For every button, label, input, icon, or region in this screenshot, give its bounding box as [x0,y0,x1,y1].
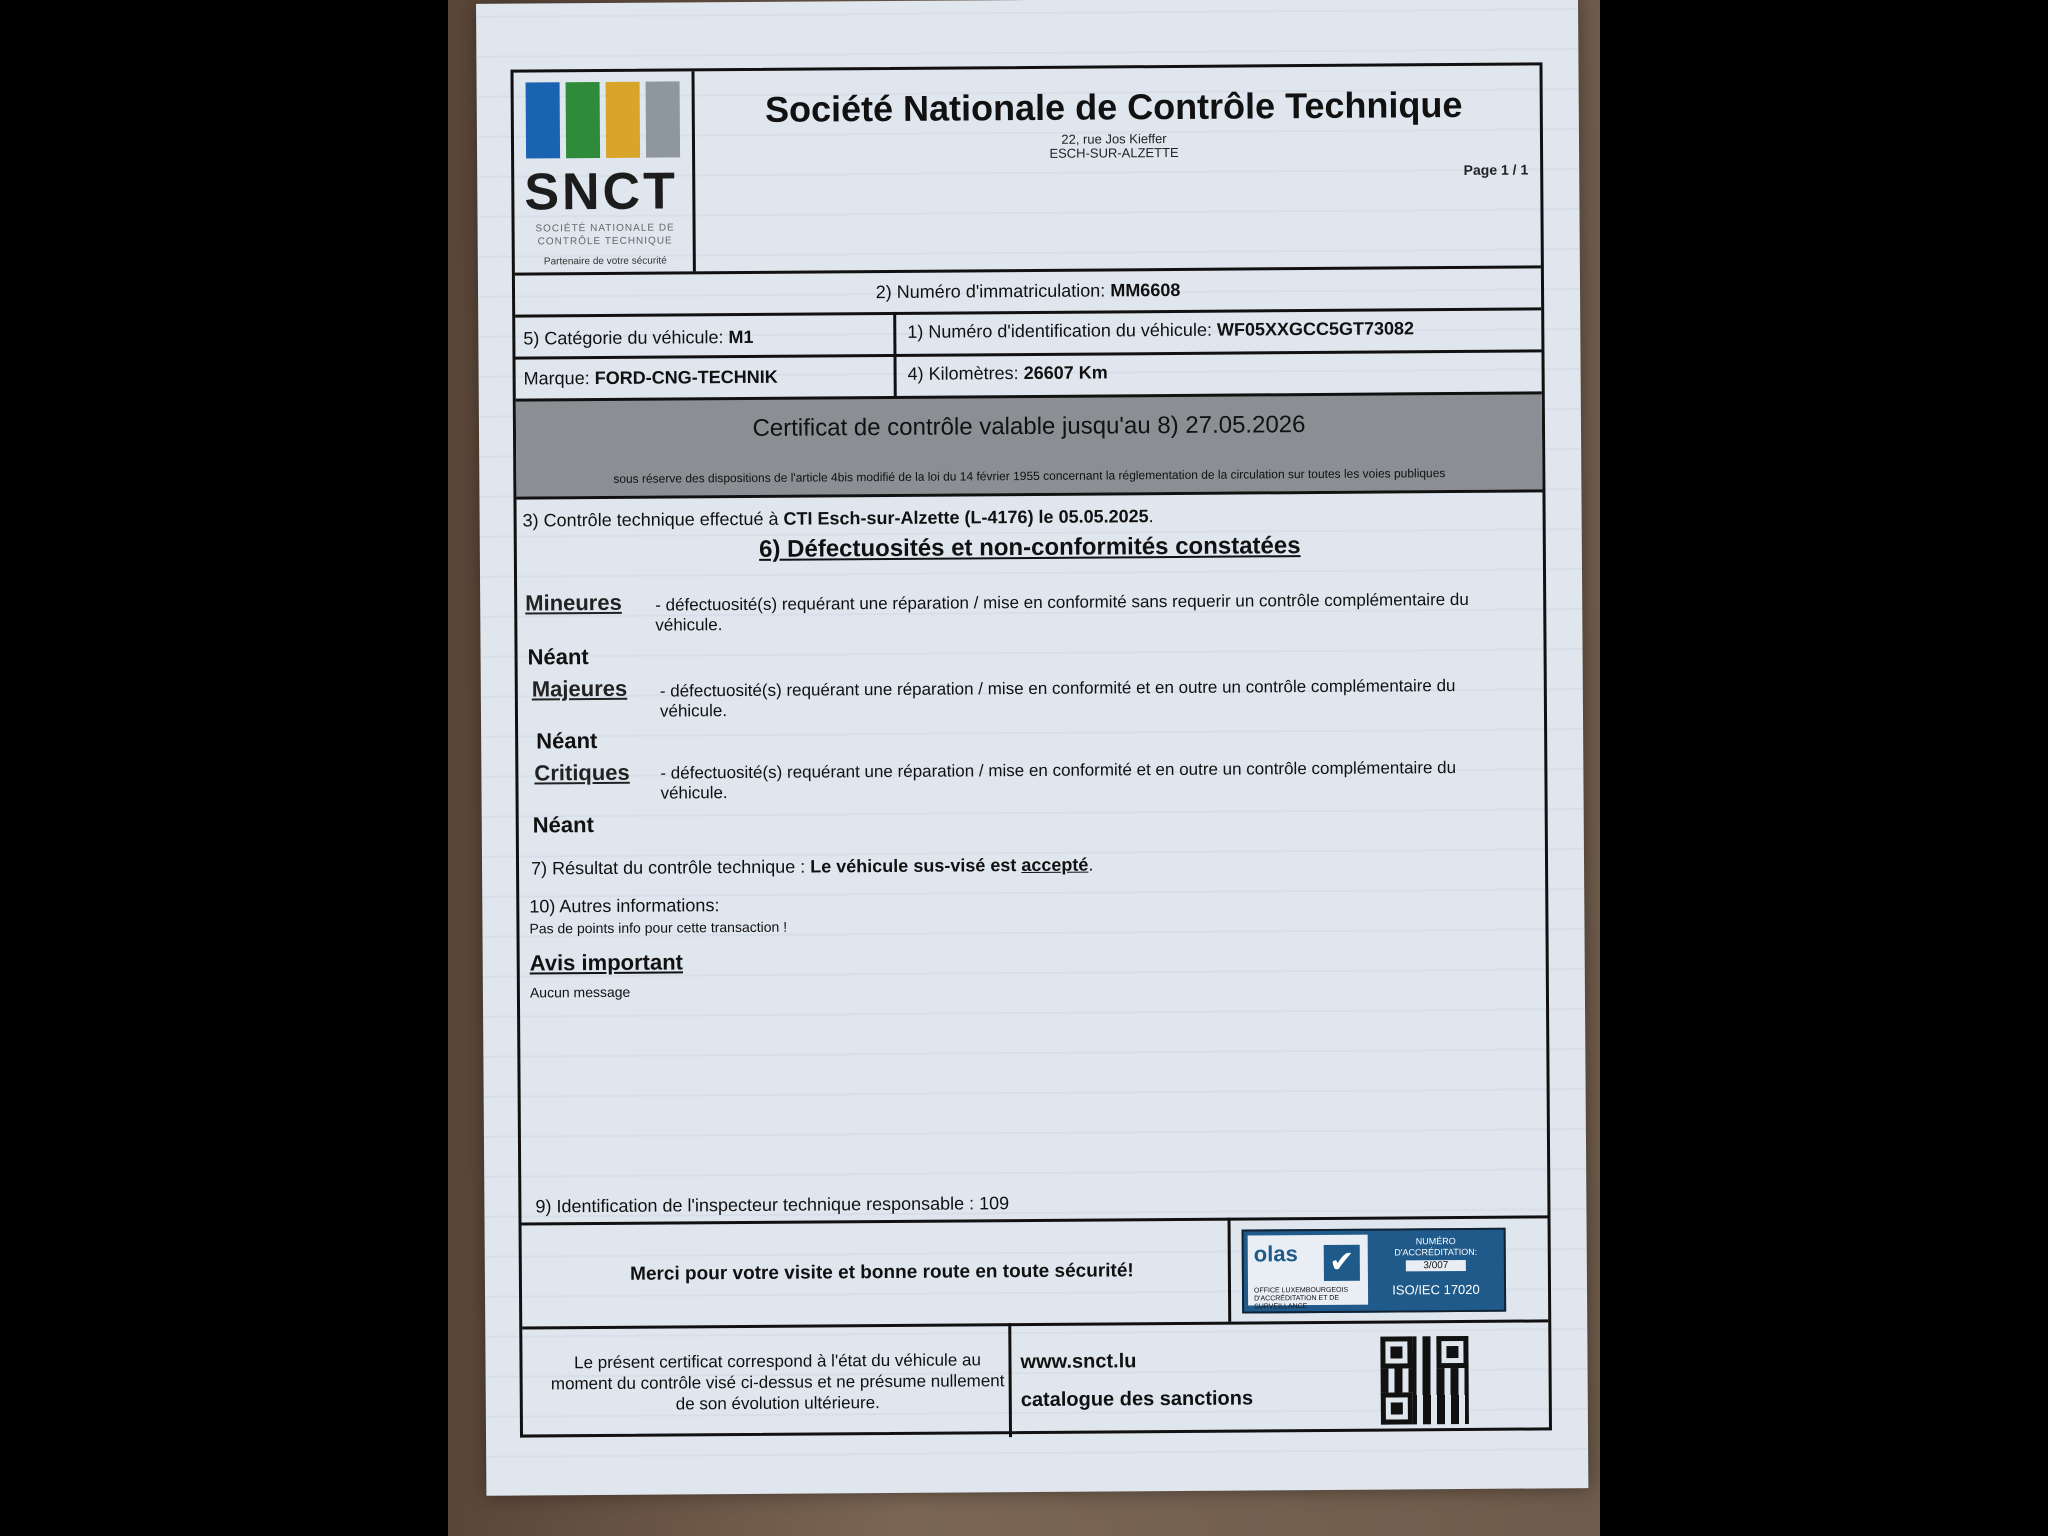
defect-description-critical: - défectuosité(s) requérant une réparation / mise en conformité et en outre un contrôle complémentaire du véhicule. [660,758,1457,803]
certificate-paper [476,0,1588,1496]
divider [1228,1218,1232,1322]
address-city: ESCH-SUR-ALZETTE [1049,144,1179,161]
result-status: accepté [1021,854,1089,876]
sanctions-catalogue-link[interactable]: catalogue des sanctions [1020,1387,1254,1412]
olas-office: OFFICE LUXEMBOURGEOIS D'ACCRÉDITATION ET DE SURVEILLANCE [1253,1286,1349,1311]
control-info [523,506,1154,531]
olas-name: olas [1253,1241,1298,1267]
vin-value: WF05XXGCC5GT73082 [1216,318,1415,340]
vin-field [907,318,1414,343]
km-label: 4) Kilomètres: [907,363,1019,384]
logo-bar-green [566,82,601,158]
qr-finder [1381,1392,1413,1424]
logo-full-name: SOCIÉTÉ NATIONALE DE CONTRÔLE TECHNIQUE [535,222,675,248]
divider [522,1215,1548,1225]
other-info-label: 10) Autres informations: [529,895,720,917]
olas-number-label: NUMÉRO D'ACCRÉDITATION: [1394,1236,1478,1258]
category-value: M1 [728,326,754,348]
km-field [908,362,1108,384]
registration-row [515,277,1541,305]
logo-acronym: SNCT [524,162,679,222]
logo-bar-gray [646,81,681,157]
notice-text: Aucun message [529,983,631,1001]
brand-label: Marque: [523,368,590,389]
page-number: Page 1 / 1 [1463,161,1529,178]
logo-tagline: Partenaire de votre sécurité [543,255,667,268]
checkmark-icon: ✔ [1324,1245,1360,1281]
qr-finder [1436,1336,1468,1368]
olas-standard: ISO/IEC 17020 [1392,1281,1480,1298]
address [714,130,1514,164]
thank-you-message: Merci pour votre visite et bonne route en toute sécurité! [630,1260,1134,1285]
snct-logo [513,71,692,272]
defect-category-minor: Mineures [525,589,622,616]
divider [515,349,1541,359]
category-label: 5) Catégorie du véhicule: [523,327,724,349]
defect-category-major: Majeures [531,675,628,702]
brand-field [524,367,778,390]
address-street: 22, rue Jos Kieffer [1061,131,1167,147]
logo-divider [691,71,695,271]
km-value: 26607 Km [1023,362,1108,384]
divider [522,1319,1548,1329]
qr-code-icon[interactable] [1380,1336,1469,1425]
category-field [523,327,753,350]
brand-value: FORD-CNG-TECHNIK [594,366,778,389]
defect-result-critical: Néant [532,812,594,838]
logo-color-bars [526,81,681,158]
qr-finder [1380,1336,1412,1368]
control-prefix: 3) Contrôle technique effectué à [522,508,779,531]
certificate-reserve: sous réserve des dispositions de l'article 4bis modifié de la loi du 14 février 1955 concernant la réglementation de la circulation sur toutes les voies publiques [613,466,1446,486]
document-title: Société Nationale de Contrôle Technique [764,83,1463,130]
defect-description-major: - défectuosité(s) requérant une réparation / mise en conformité et en outre un contrôle complémentaire du véhicule. [659,676,1456,721]
result-text: Le véhicule sus-visé est [810,855,1017,877]
control-result [531,855,1094,880]
result-prefix: 7) Résultat du contrôle technique : [530,856,806,879]
defects-heading: 6) Défectuosités et non-conformités constatées [759,532,1301,563]
defect-result-minor: Néant [527,644,589,670]
logo-bar-yellow [606,82,641,158]
defect-description-minor: - défectuosité(s) requérant une réparation / mise en conformité sans requerir un contrôle complémentaire du véhicule. [655,589,1469,635]
footer-disclaimer: Le présent certificat correspond à l'état du véhicule au moment du contrôle visé ci-dessus et ne présume nullement de son évolution ultérieure. [550,1350,1005,1414]
defect-category-critical: Critiques [534,759,630,786]
certificate-validity: Certificat de contrôle valable jusqu'au 8) 27.05.2026 [752,411,1306,442]
photo-background [448,0,1600,1536]
notice-heading: Avis important [529,949,684,976]
olas-logo-panel [1248,1235,1368,1311]
olas-number: 3/007 [1406,1260,1466,1271]
divider [515,307,1541,317]
olas-accreditation-badge [1242,1228,1507,1314]
control-suffix: . [1148,506,1154,527]
registration-label: 2) Numéro d'immatriculation: [875,280,1106,303]
registration-value: MM6608 [1110,279,1181,301]
logo-bar-blue [526,82,561,158]
inspector-id: 9) Identification de l'inspecteur technique responsable : 109 [535,1193,1010,1217]
document-frame [510,62,1552,1437]
website-link[interactable]: www.snct.lu [1020,1350,1137,1374]
defect-result-major: Néant [536,728,598,754]
result-suffix: . [1088,854,1094,875]
vin-label: 1) Numéro d'identification du véhicule: [907,319,1212,342]
other-info-text: Pas de points info pour cette transaction ! [529,918,788,937]
control-place: CTI Esch-sur-Alzette (L-4176) le 05.05.2025 [783,506,1149,529]
